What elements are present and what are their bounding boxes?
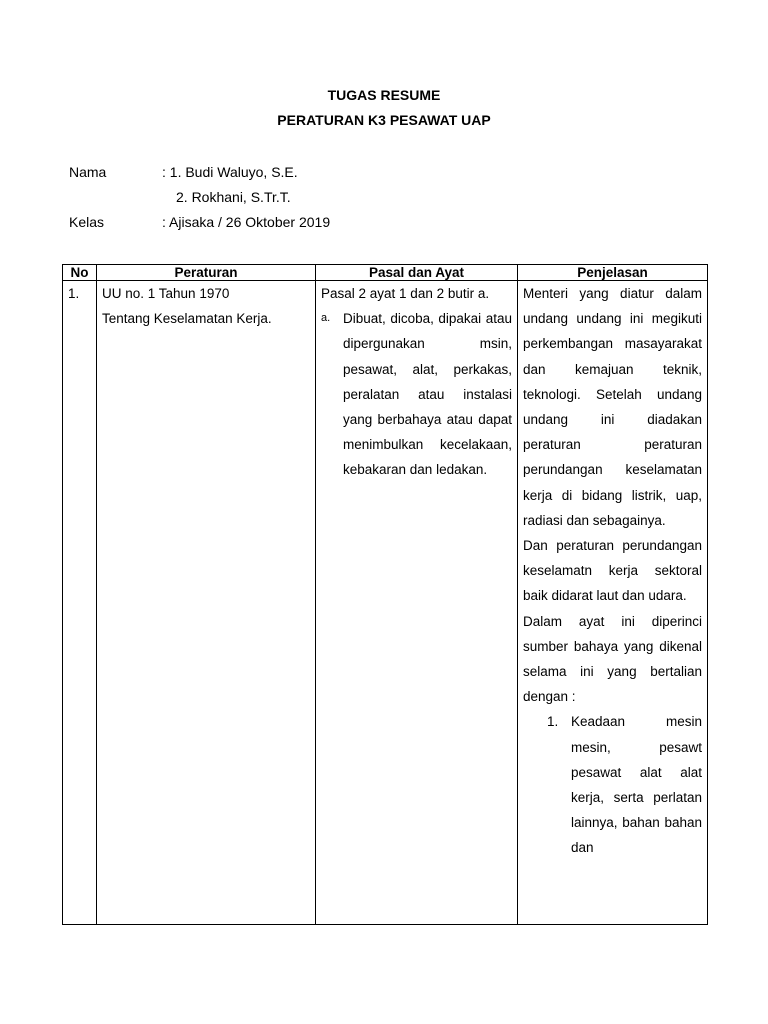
- penjelasan-paragraph-2: Dan peraturan perundangan keselamatn kerja sektoral baik didarat laut dan udara.: [523, 538, 702, 604]
- row-number: 1.: [68, 286, 80, 301]
- penjelasan-item-marker: 1.: [547, 714, 559, 730]
- cell-peraturan: [97, 281, 316, 925]
- cell-penjelasan: [518, 281, 708, 925]
- header-peraturan: Peraturan: [97, 265, 316, 281]
- table-header-row: [63, 265, 708, 281]
- nama-value-1: : 1. Budi Waluyo, S.E.: [162, 164, 298, 180]
- kelas-label: Kelas: [69, 214, 105, 230]
- pasal-list-item: [321, 306, 512, 482]
- table-row: [63, 281, 708, 925]
- nama-value-2: 2. Rokhani, S.Tr.T.: [176, 189, 291, 205]
- cell-no: [63, 281, 97, 925]
- nama-label: Nama: [69, 164, 107, 180]
- header-no: No: [63, 265, 97, 281]
- header-penjelasan: Penjelasan: [518, 265, 708, 281]
- penjelasan-list-item: [523, 709, 702, 860]
- cell-pasal: [316, 281, 518, 925]
- penjelasan-paragraph-3: Dalam ayat ini diperinci sumber bahaya yang dikenal selama ini yang bertalian dengan :: [523, 613, 702, 705]
- header-pasal-dan-ayat: Pasal dan Ayat: [316, 265, 518, 281]
- peraturan-line-2: Tentang Keselamatan Kerja.: [102, 311, 272, 327]
- kelas-value: : Ajisaka / 26 Oktober 2019: [162, 214, 331, 230]
- resume-table: [62, 264, 708, 925]
- document-subtitle: PERATURAN K3 PESAWAT UAP: [277, 112, 491, 128]
- penjelasan-item-text: Keadaan mesin mesin, pesawt pesawat alat alat kerja, serta perlatan lainnya, bahan bahan dan: [571, 714, 702, 856]
- pasal-intro: Pasal 2 ayat 1 dan 2 butir a.: [321, 286, 490, 301]
- pasal-item-marker: a.: [321, 312, 331, 325]
- document-title: TUGAS RESUME: [327, 87, 441, 103]
- peraturan-line-1: UU no. 1 Tahun 1970: [102, 286, 230, 301]
- pasal-item-text: Dibuat, dicoba, dipakai atau dipergunakan msin, pesawat, alat, perkakas, peralatan atau instalasi yang berbahaya atau dapat menimbulkan kecelakaan, kebakaran dan ledakan.: [343, 311, 512, 478]
- penjelasan-paragraph-1: Menteri yang diatur dalam undang undang ini megikuti perkembangan masayarakat dan kemajuan teknik, teknologi. Setelah undang undang ini diadakan peraturan peraturan perundangan keselamatan kerja di bidang listrik, uap, radiasi dan sebagainya.: [523, 286, 702, 528]
